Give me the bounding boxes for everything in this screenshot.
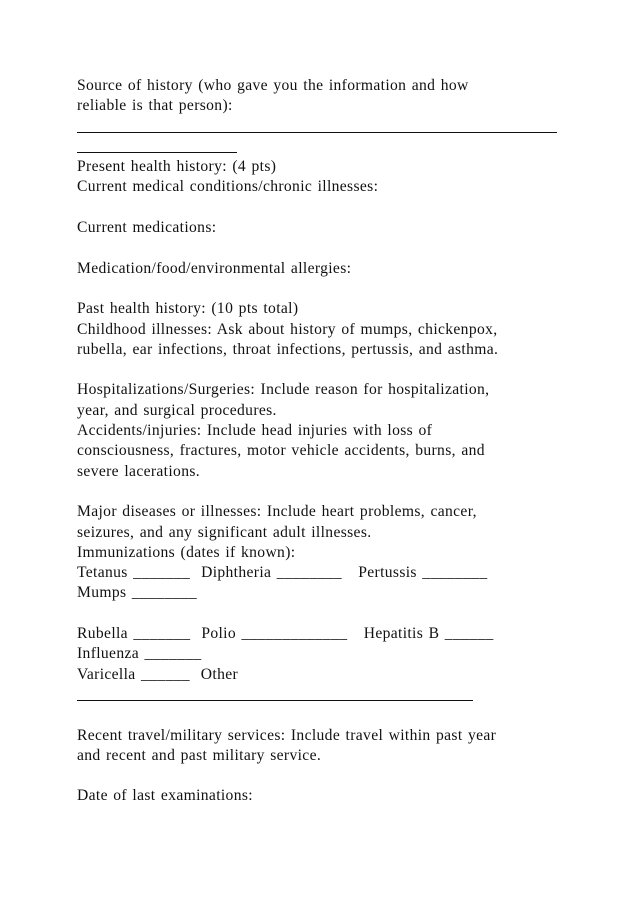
blank-line	[77, 766, 617, 786]
immunizations-row-1: Tetanus _______ Diphtheria ________ Pertussis ________	[77, 564, 488, 582]
blank-line	[77, 360, 617, 380]
last-examinations-label: Date of last examinations:	[77, 787, 253, 805]
hospitalizations-line-1: Hospitalizations/Surgeries: Include reason for hospitalization,	[77, 381, 490, 399]
recent-travel-line-1: Recent travel/military services: Include travel within past year	[77, 726, 497, 744]
present-health-history-heading: Present health history: (4 pts)	[77, 158, 277, 176]
immunizations-row-3: Rubella _______ Polio _____________ Hepatitis B ______	[77, 625, 494, 643]
immunizations-row-4: Influenza _______	[77, 645, 202, 663]
past-health-history-heading: Past health history: (10 pts total)	[77, 300, 299, 318]
accidents-line-3: severe lacerations.	[77, 462, 201, 480]
blank-line	[77, 238, 617, 258]
childhood-illnesses-line-1: Childhood illnesses: Ask about history of mumps, chickenpox,	[77, 320, 498, 338]
immunizations-row-5: Varicella ______ Other	[77, 665, 239, 683]
accidents-line-1: Accidents/injuries: Include head injuries with loss of	[77, 422, 433, 440]
current-conditions-label: Current medical conditions/chronic illnesses:	[77, 178, 379, 196]
allergies-label: Medication/food/environmental allergies:	[77, 259, 352, 277]
blank-line	[77, 604, 617, 624]
source-of-history-line-2: reliable is that person):	[77, 97, 233, 115]
childhood-illnesses-line-2: rubella, ear infections, throat infections, pertussis, and asthma.	[77, 340, 499, 358]
document-body	[77, 76, 617, 807]
major-diseases-line-2: seizures, and any significant adult illnesses.	[77, 523, 372, 541]
hospitalizations-line-2: year, and surgical procedures.	[77, 401, 277, 419]
current-medications-label: Current medications:	[77, 219, 217, 237]
recent-travel-line-2: and recent and past military service.	[77, 746, 322, 764]
source-of-history-line-1: Source of history (who gave you the information and how	[77, 77, 469, 94]
blank-line	[77, 482, 617, 502]
major-diseases-line-1: Major diseases or illnesses: Include heart problems, cancer,	[77, 503, 477, 521]
blank-line	[77, 198, 617, 218]
other-answer-rule	[77, 685, 617, 705]
blank-line	[77, 279, 617, 299]
immunizations-row-2: Mumps ________	[77, 584, 198, 602]
immunizations-heading: Immunizations (dates if known):	[77, 543, 296, 561]
answer-rule-long	[77, 117, 617, 137]
blank-line	[77, 705, 617, 725]
accidents-line-2: consciousness, fractures, motor vehicle accidents, burns, and	[77, 442, 485, 460]
answer-rule-short	[77, 137, 617, 157]
